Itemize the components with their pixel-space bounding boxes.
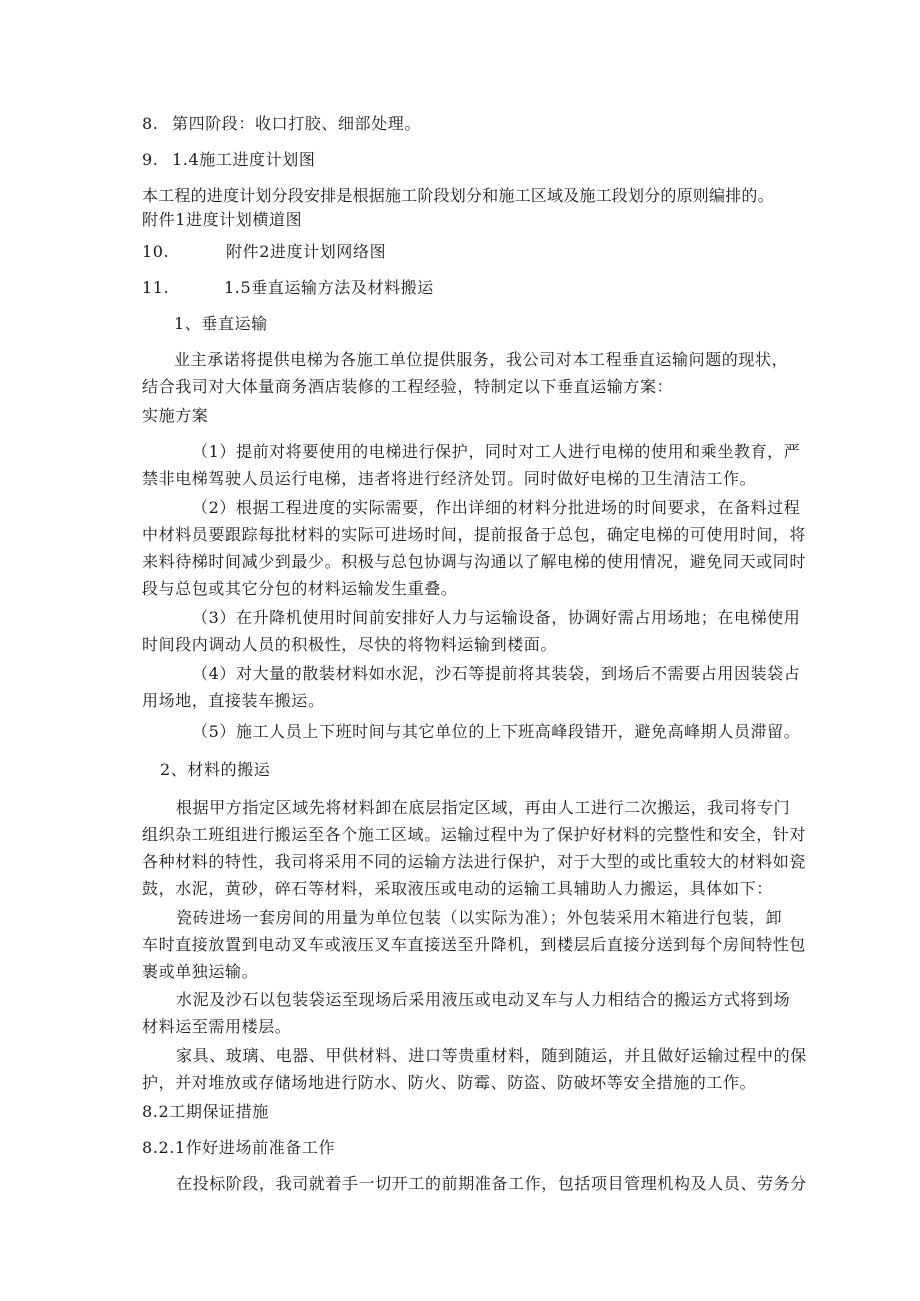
- closing-paragraph: 在投标阶段，我司就着手一切开工的前期准备工作，包括项目管理机构及人员、劳务分: [176, 1174, 807, 1193]
- intro-paragraph: 本工程的进度计划分段安排是根据施工阶段划分和施工区域及施工段划分的原则编排的。 附件1进度计划横道图: [142, 182, 822, 231]
- section-2-paragraph-1: 根据甲方指定区域先将材料卸在底层指定区域，再由人工进行二次搬运，我司将专门 组织杂工班组进行搬运至各个施工区域。运输过程中为了保护好材料的完整性和安全，针对 各种材料的特性，我司将采用不同的运输方法进行保护，对于大型的或比重较大的材料如瓷 鼓，水泥，黄砂，碎石等材料，采取液压或电动的运输工具辅助人力搬运，具体如下：: [142, 798, 807, 898]
- section-2-paragraph-2: 瓷砖进场一套房间的用量为单位包装（以实际为准）；外包装采用木箱进行包装，卸 车时直接放置到电动叉车或液压叉车直接送至升降机，到楼层后直接分送到每个房间特性包 裹或单独运输。: [142, 908, 807, 981]
- section-heading-vertical-transport: 1、垂直运输: [174, 314, 268, 333]
- list-text: 1.4施工进度计划图: [172, 150, 316, 169]
- list-text: 第四阶段：收口打胶、细部处理。: [172, 114, 422, 133]
- section-1-paragraph: 业主承诺将提供电梯为各施工单位提供服务，我公司对本工程垂直运输问题的现状， 结合我司对大体量商务酒店装修的工程经验，特制定以下垂直运输方案：: [142, 350, 789, 396]
- heading-8-2: 8.2工期保证措施: [142, 1102, 269, 1121]
- section-heading-material-handling: 2、材料的搬运: [160, 760, 271, 779]
- section-2-paragraph-3: 水泥及沙石以包装袋运至现场后采用液压或电动叉车与人力相结合的搬运方式将到场 材料运至需用楼层。: [142, 990, 791, 1036]
- list-item-9: [142, 146, 810, 173]
- plan-label: 实施方案: [142, 406, 209, 425]
- section-2-paragraph-4: 家具、玻璃、电器、甲供材料、进口等贵重材料，随到随运，并且做好运输过程中的保 护，并对堆放或存储场地进行防水、防火、防霉、防盗、防破坏等安全措施的工作。: [142, 1046, 807, 1092]
- plan-item-5: （5）施工人员上下班时间与其它单位的上下班高峰段错开，避免高峰期人员滞留。: [192, 722, 801, 741]
- list-item-8: [142, 110, 810, 137]
- list-text: 1.5垂直运输方法及材料搬运: [224, 278, 434, 297]
- plan-item-1: （1）提前对将要使用的电梯进行保护，同时对工人进行电梯的使用和乘坐教育，严 禁非电梯驾驶人员运行电梯，违者将进行经济处罚。同时做好电梯的卫生清洁工作。: [142, 442, 801, 488]
- plan-item-4: （4）对大量的散装材料如水泥，沙石等提前将其装袋，到场后不需要占用因装袋占 用场地，直接装车搬运。: [142, 664, 801, 710]
- list-item-10: [142, 238, 810, 265]
- list-number: 9.: [142, 150, 159, 169]
- list-number: 10.: [142, 242, 170, 261]
- list-number: 8.: [142, 114, 159, 133]
- list-number: 11.: [142, 278, 170, 297]
- list-text: 附件2进度计划网络图: [226, 242, 387, 261]
- list-item-11: [142, 274, 810, 301]
- plan-item-3: （3）在升降机使用时间前安排好人力与运输设备，协调好需占用场地；在电梯使用 时间段内调动人员的积极性，尽快的将物料运输到楼面。: [142, 608, 801, 654]
- plan-item-2: （2）根据工程进度的实际需要，作出详细的材料分批进场的时间要求，在备料过程 中材料员要跟踪每批材料的实际可进场时间，提前报备于总包，确定电梯的可使用时间，将 来料待梯时间减少到最少。积极与总包协调与沟通以了解电梯的使用情况，避免同天或同时 段与总包或其它分包的材料运输发生重叠。: [142, 498, 807, 598]
- heading-8-2-1: 8.2.1作好进场前准备工作: [142, 1138, 336, 1157]
- attachment-1: 附件1进度计划横道图: [142, 210, 303, 229]
